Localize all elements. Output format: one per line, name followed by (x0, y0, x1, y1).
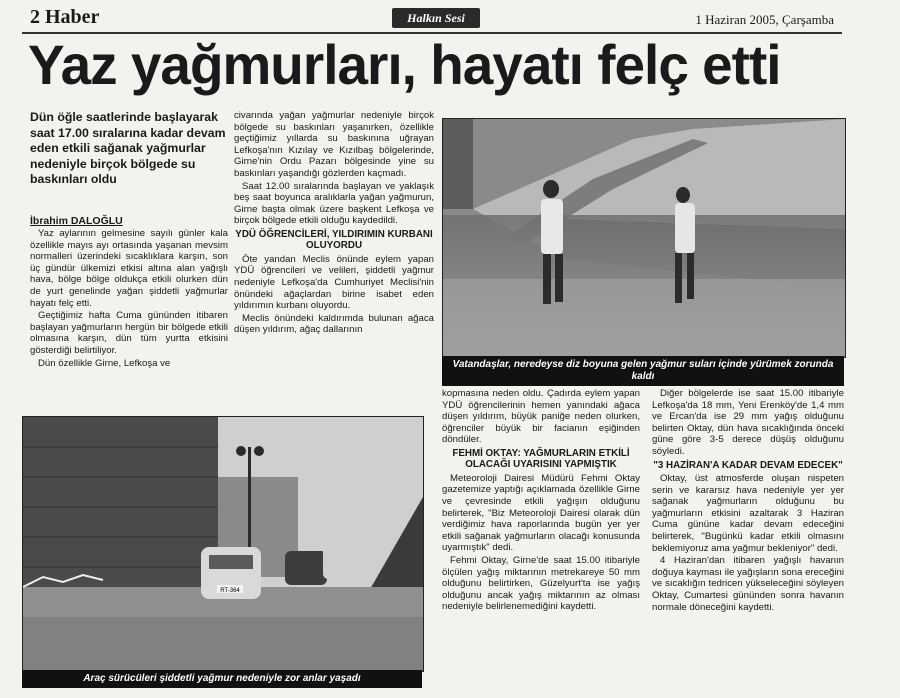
article-column-3 (442, 388, 640, 614)
photo-pedestrians-flood (442, 118, 846, 358)
page-section-label: 2 Haber (30, 6, 100, 28)
license-plate: RT-364 (220, 588, 240, 594)
issue-date: 1 Haziran 2005, Çarşamba (695, 12, 834, 27)
article-column-1 (30, 228, 228, 370)
paragraph: Saat 12.00 sıralarında başlayan ve yaklaşık beş saat boyunca aralıklarla yağan yağmurun, Girne başta olmak üzere başkent Lefkoşa ve birçok bölgede etkili olduğu kaydedildi. (234, 180, 434, 227)
headline: Yaz yağmurları, hayatı felç etti (28, 33, 781, 96)
paragraph: Geçtiğimiz hafta Cuma gününden itibaren başlayan yağmurların hergün bir bölgede etkili olmasına karşın, dün tüm yurtta etkisini gösterdiği belirtiliyor. (30, 310, 228, 356)
photo-caption-2: Araç sürücüleri şiddetli yağmur nedeniyle zor anlar yaşadı (22, 670, 422, 688)
paragraph: Fehmi Oktay, Girne'de saat 15.00 itibariyle ölçülen yağış miktarının metrekareye 50 mm olduğunu belirtirken, Güzelyurt'ta ise yağış olduğunu ancak yağış miktarının az olması nedeniyle belirlenemediğini kaydetti. (442, 554, 640, 613)
paragraph: Dün özellikle Girne, Lefkoşa ve (38, 357, 171, 369)
paragraph: kopmasına neden oldu. Çadırda eylem yapan YDÜ öğrencilerinin hemen yanındaki ağaca düşen yıldırım, büyük paniğe neden olurken, öğrenciler büyük bir facianın eşiğinden döndüler. (442, 388, 640, 446)
subheading-lightning: YDÜ ÖĞRENCİLERİ, YILDIRIMIN KURBANI OLUYORDU (235, 228, 433, 252)
subheading-oktay-warning: FEHMİ OKTAY: YAĞMURLARIN ETKİLİ OLACAĞI UYARISINI YAPMIŞTIK (452, 447, 630, 471)
article-column-2 (234, 110, 434, 337)
paragraph: 4 Haziran'dan itibaren yağışlı havanın doğuya kayması ile yağışların sona ereceğini ve sıcaklığın tedricen yükseleceğini söyleyen Oktay, Cumartesi gününden sonra havanın normale döneceğini kaydetti. (652, 555, 844, 613)
article-column-4 (652, 388, 844, 614)
paragraph: Yaz aylarının gelmesine sayılı günler kala özellikle mayıs ayı ortasında yaşanan mevsim normalleri üzerindeki sıcaklıklara karşın, son üç gündür ülkemizi etkisi altına alan yağışlı hava, bölge bölge oldukça etkili olurken dün de yurt genelinde yağan şiddetli yağmurlar hayatı felç etti. (30, 228, 228, 309)
paragraph: Diğer bölgelerde ise saat 15.00 itibariyle Lefkoşa'da 18 mm, Yeni Erenköy'de 1,4 mm ve Ercan'da ise 29 mm yağış olduğunu belirten Oktay, dün hava sıcaklığında önceki güne göre 3-5 derece düşüş olduğunu söyledi. (652, 388, 844, 457)
paragraph: Oktay, üst atmosferde oluşan nispeten serin ve kararsız hava nedeniyle yer yer sağanak yağmurların olduğunu bu yağmurların etkisini azaltarak 3 Haziran Cuma gününe kadar devam edeceğini belirterek, "Bugünkü kadar etkili olmasını beklemiyoruz ama yağmur bekleniyor" dedi. (652, 472, 844, 554)
paragraph: Meteoroloji Dairesi Müdürü Fehmi Oktay gazetemize yaptığı açıklamada özellikle Girne ve çevresinde etkili yağışın olduğunu belirterek, "Biz Meteoroloji Dairesi olarak dün verdiğimiz hava raporlarında bugün yer yer etkili sağanak yağmurların olacağı konusunda uyarmıştık" dedi. (442, 472, 640, 554)
photo-illustration (443, 119, 845, 357)
paragraph: civarında yağan yağmurlar nedeniyle birçok bölgede su baskınları yaşanırken, özellikle geçtiğimiz yıllarda su baskınına uğrayan Lefkoşa'nın Kızılay ve Kızılbaş bölgelerinde, Girne'nin Ordu Pazarı bölgesinde yine su baskınları yaşandığı gözlerden kaçmadı. (234, 110, 434, 179)
photo-illustration (23, 417, 423, 671)
subheading-until-june-3: "3 HAZİRAN'A KADAR DEVAM EDECEK" (653, 459, 843, 471)
paragraph: Öte yandan Meclis önünde eylem yapan YDÜ öğrencileri ve velileri, şiddetli yağmur nedeniyle Lefkoşa'da Cumhuriyet Meclisi'nin önündeki ağaçlardan birine isabet eden yıldırımın kurbanı oluyordu. (234, 253, 434, 312)
photo-caption-1: Vatandaşlar, neredeyse diz boyuna gelen yağmur suları içinde yürümek zorunda kaldı (442, 356, 844, 386)
newspaper-logo: Halkın Sesi (392, 8, 480, 28)
author-byline: İbrahim DALOĞLU (30, 215, 123, 227)
paragraph: Meclis önündeki kaldırımda bulunan ağaca düşen yıldırım, ağaç dallarının (234, 312, 434, 336)
lead-paragraph: Dün öğle saatlerinde başlayarak saat 17.00 sıralarına kadar devam eden etkili sağanak yağmurlar nedeniyle birçok bölgede su baskınları oldu (30, 110, 226, 186)
photo-flooded-street-cars (22, 416, 424, 672)
